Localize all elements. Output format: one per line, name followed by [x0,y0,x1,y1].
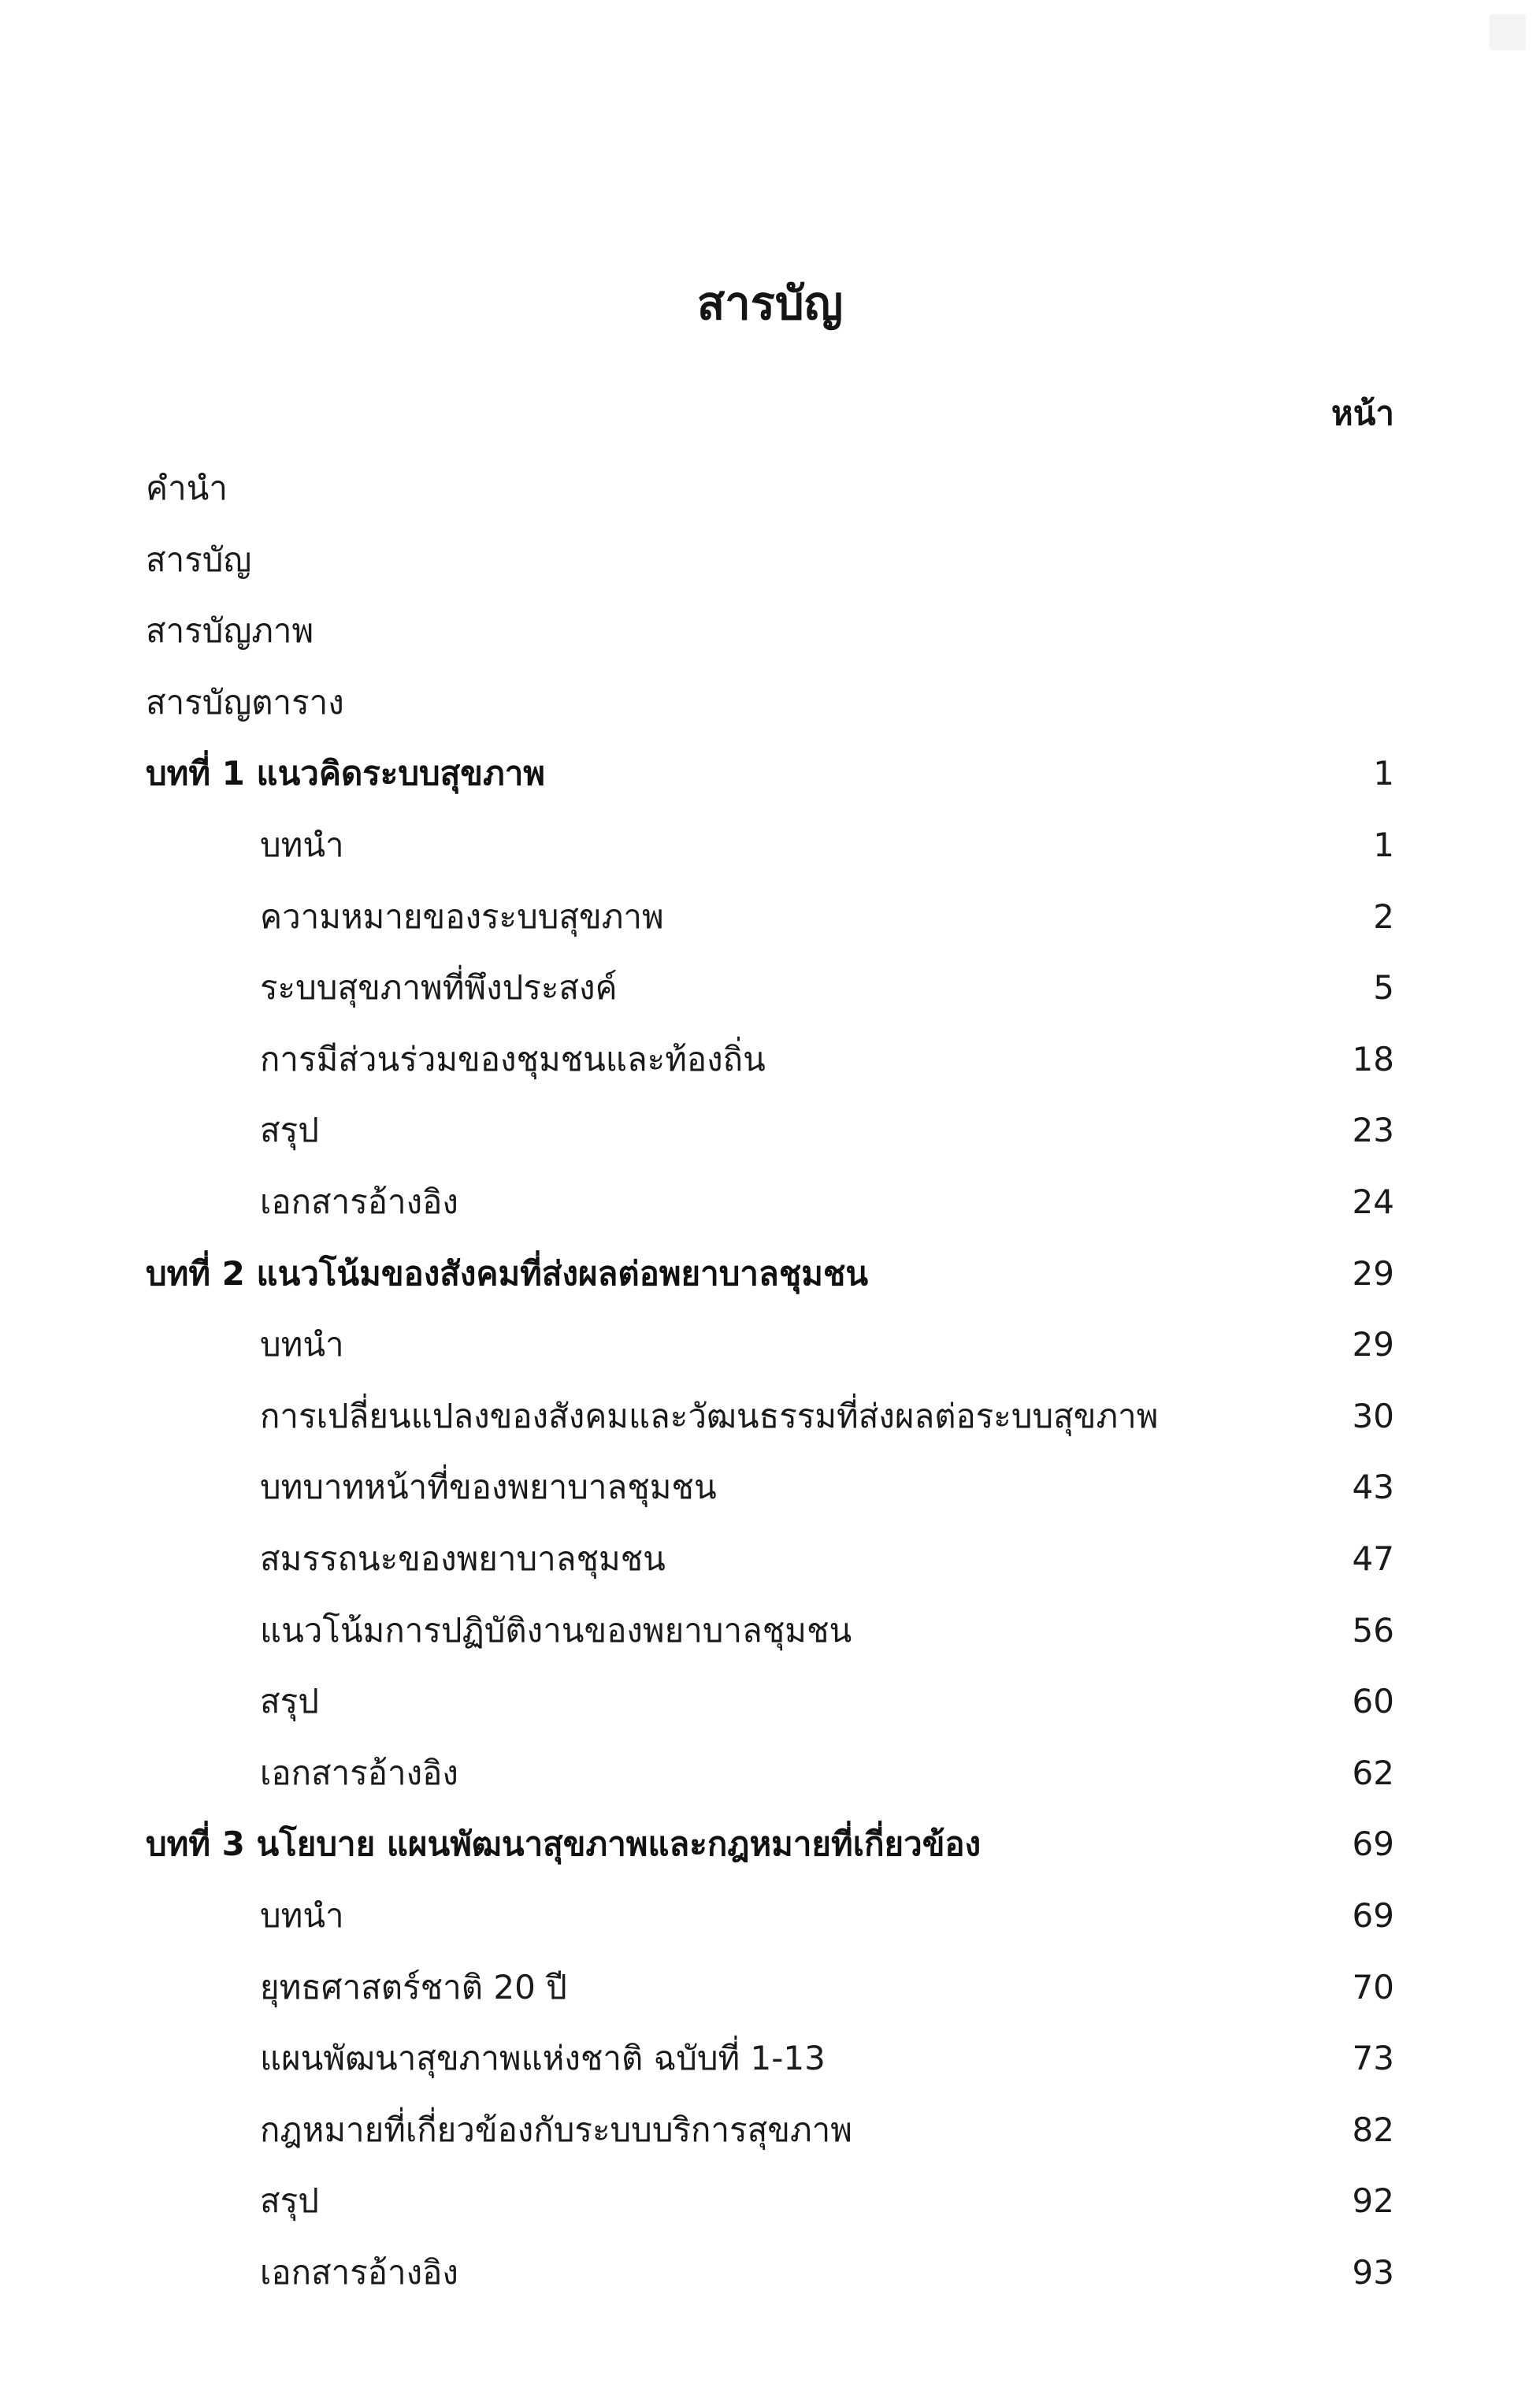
toc-section-row [0,1167,1540,1238]
toc-front-matter-row [0,453,1540,524]
toc-entry-page-number: 18 [1352,1039,1394,1078]
toc-entry-page-number: 60 [1352,1682,1394,1721]
toc-entry-title: เอกสารอ้างอิง [260,1182,458,1221]
toc-entry-page-number: 29 [1352,1325,1394,1364]
toc-entry-page-number: 82 [1352,2110,1394,2149]
toc-entry-title: สรุป [260,1111,319,1150]
toc-section-row [0,1666,1540,1737]
toc-section-row [0,1952,1540,2023]
toc-entry-title: บทที่ 1 แนวคิดระบบสุขภาพ [146,754,545,793]
toc-entry-page-number: 30 [1352,1396,1394,1435]
toc-entry-title: การเปลี่ยนแปลงของสังคมและวัฒนธรรมที่ส่งผลต่อระบบสุขภาพ [260,1396,1159,1435]
toc-entry-title: ความหมายของระบบสุขภาพ [260,897,664,936]
page-column-label: หน้า [1331,394,1394,432]
toc-front-matter-row [0,525,1540,596]
toc-chapter-row [0,1809,1540,1880]
toc-entry-page-number: 23 [1352,1111,1394,1150]
page-title: สารบัญ [696,277,844,330]
toc-entry-title: สารบัญตาราง [146,682,344,722]
toc-section-row [0,2095,1540,2166]
toc-entry-title: บทที่ 3 นโยบาย แผนพัฒนาสุขภาพและกฎหมายที่เกี่ยวข้อง [146,1825,982,1864]
toc-section-row [0,2166,1540,2237]
toc-entry-title: บทที่ 2 แนวโน้มของสังคมที่ส่งผลต่อพยาบาลชุมชน [146,1253,869,1293]
toc-front-matter-row [0,596,1540,666]
toc-chapter-row [0,738,1540,809]
toc-front-matter-row [0,667,1540,738]
toc-section-row [0,1595,1540,1666]
toc-entry-title: แผนพัฒนาสุขภาพแห่งชาติ ฉบับที่ 1-13 [260,2039,826,2078]
toc-entry-title: เอกสารอ้างอิง [260,1753,458,1792]
toc-entry-title: บทนำ [260,826,344,864]
toc-entry-page-number: 56 [1352,1610,1394,1650]
toc-entry-page-number: 24 [1352,1182,1394,1221]
toc-section-row [0,1880,1540,1951]
toc-entry-title: ยุทธศาสตร์ชาติ 20 ปี [260,1967,567,2006]
toc-entry-page-number: 5 [1373,968,1394,1008]
toc-entry-title: สารบัญ [146,540,252,579]
toc-entry-page-number: 69 [1352,1896,1394,1935]
toc-entry-page-number: 93 [1352,2253,1394,2292]
toc-entry-page-number: 70 [1352,1967,1394,2006]
toc-entry-page-number: 1 [1373,826,1394,864]
toc-entry-title: แนวโน้มการปฏิบัติงานของพยาบาลชุมชน [260,1610,852,1650]
toc-entry-page-number: 1 [1373,754,1394,793]
toc-section-row [0,2023,1540,2094]
toc-entry-page-number: 47 [1352,1539,1394,1578]
toc-entry-title: บทนำ [260,1325,344,1364]
toc-entry-page-number: 62 [1352,1753,1394,1792]
toc-entry-page-number: 43 [1352,1468,1394,1507]
toc-entry-title: สารบัญภาพ [146,611,314,651]
toc-section-row [0,1452,1540,1523]
toc-entry-page-number: 2 [1373,897,1394,936]
toc-section-row [0,1024,1540,1095]
toc-section-row [0,952,1540,1023]
toc-entry-title: สรุป [260,1682,319,1721]
toc-entry-title: สมรรถนะของพยาบาลชุมชน [260,1539,666,1578]
toc-entry-title: คำนำ [146,469,228,507]
toc-entry-title: บทบาทหน้าที่ของพยาบาลชุมชน [260,1468,717,1507]
toc-entry-page-number: 29 [1352,1253,1394,1293]
toc-entry-title: ระบบสุขภาพที่พึงประสงค์ [260,968,618,1008]
toc-section-row [0,882,1540,952]
toc-entry-page-number: 92 [1352,2181,1394,2221]
toc-section-row [0,1738,1540,1809]
toc-section-row [0,1095,1540,1166]
toc-entry-title: เอกสารอ้างอิง [260,2253,458,2292]
toc-entry-title: การมีส่วนร่วมของชุมชนและท้องถิ่น [260,1039,766,1078]
toc-section-row [0,1524,1540,1594]
toc-entry-page-number: 73 [1352,2039,1394,2078]
toc-entry-title: กฎหมายที่เกี่ยวข้องกับระบบบริการสุขภาพ [260,2110,852,2149]
toc-entry-page-number: 69 [1352,1825,1394,1864]
toc-entry-title: บทนำ [260,1896,344,1935]
toc-section-row [0,2237,1540,2308]
toc-section-row [0,810,1540,881]
toc-section-row [0,1381,1540,1452]
toc-entry-title: สรุป [260,2181,319,2221]
toc-section-row [0,1309,1540,1380]
toc-chapter-row [0,1238,1540,1309]
